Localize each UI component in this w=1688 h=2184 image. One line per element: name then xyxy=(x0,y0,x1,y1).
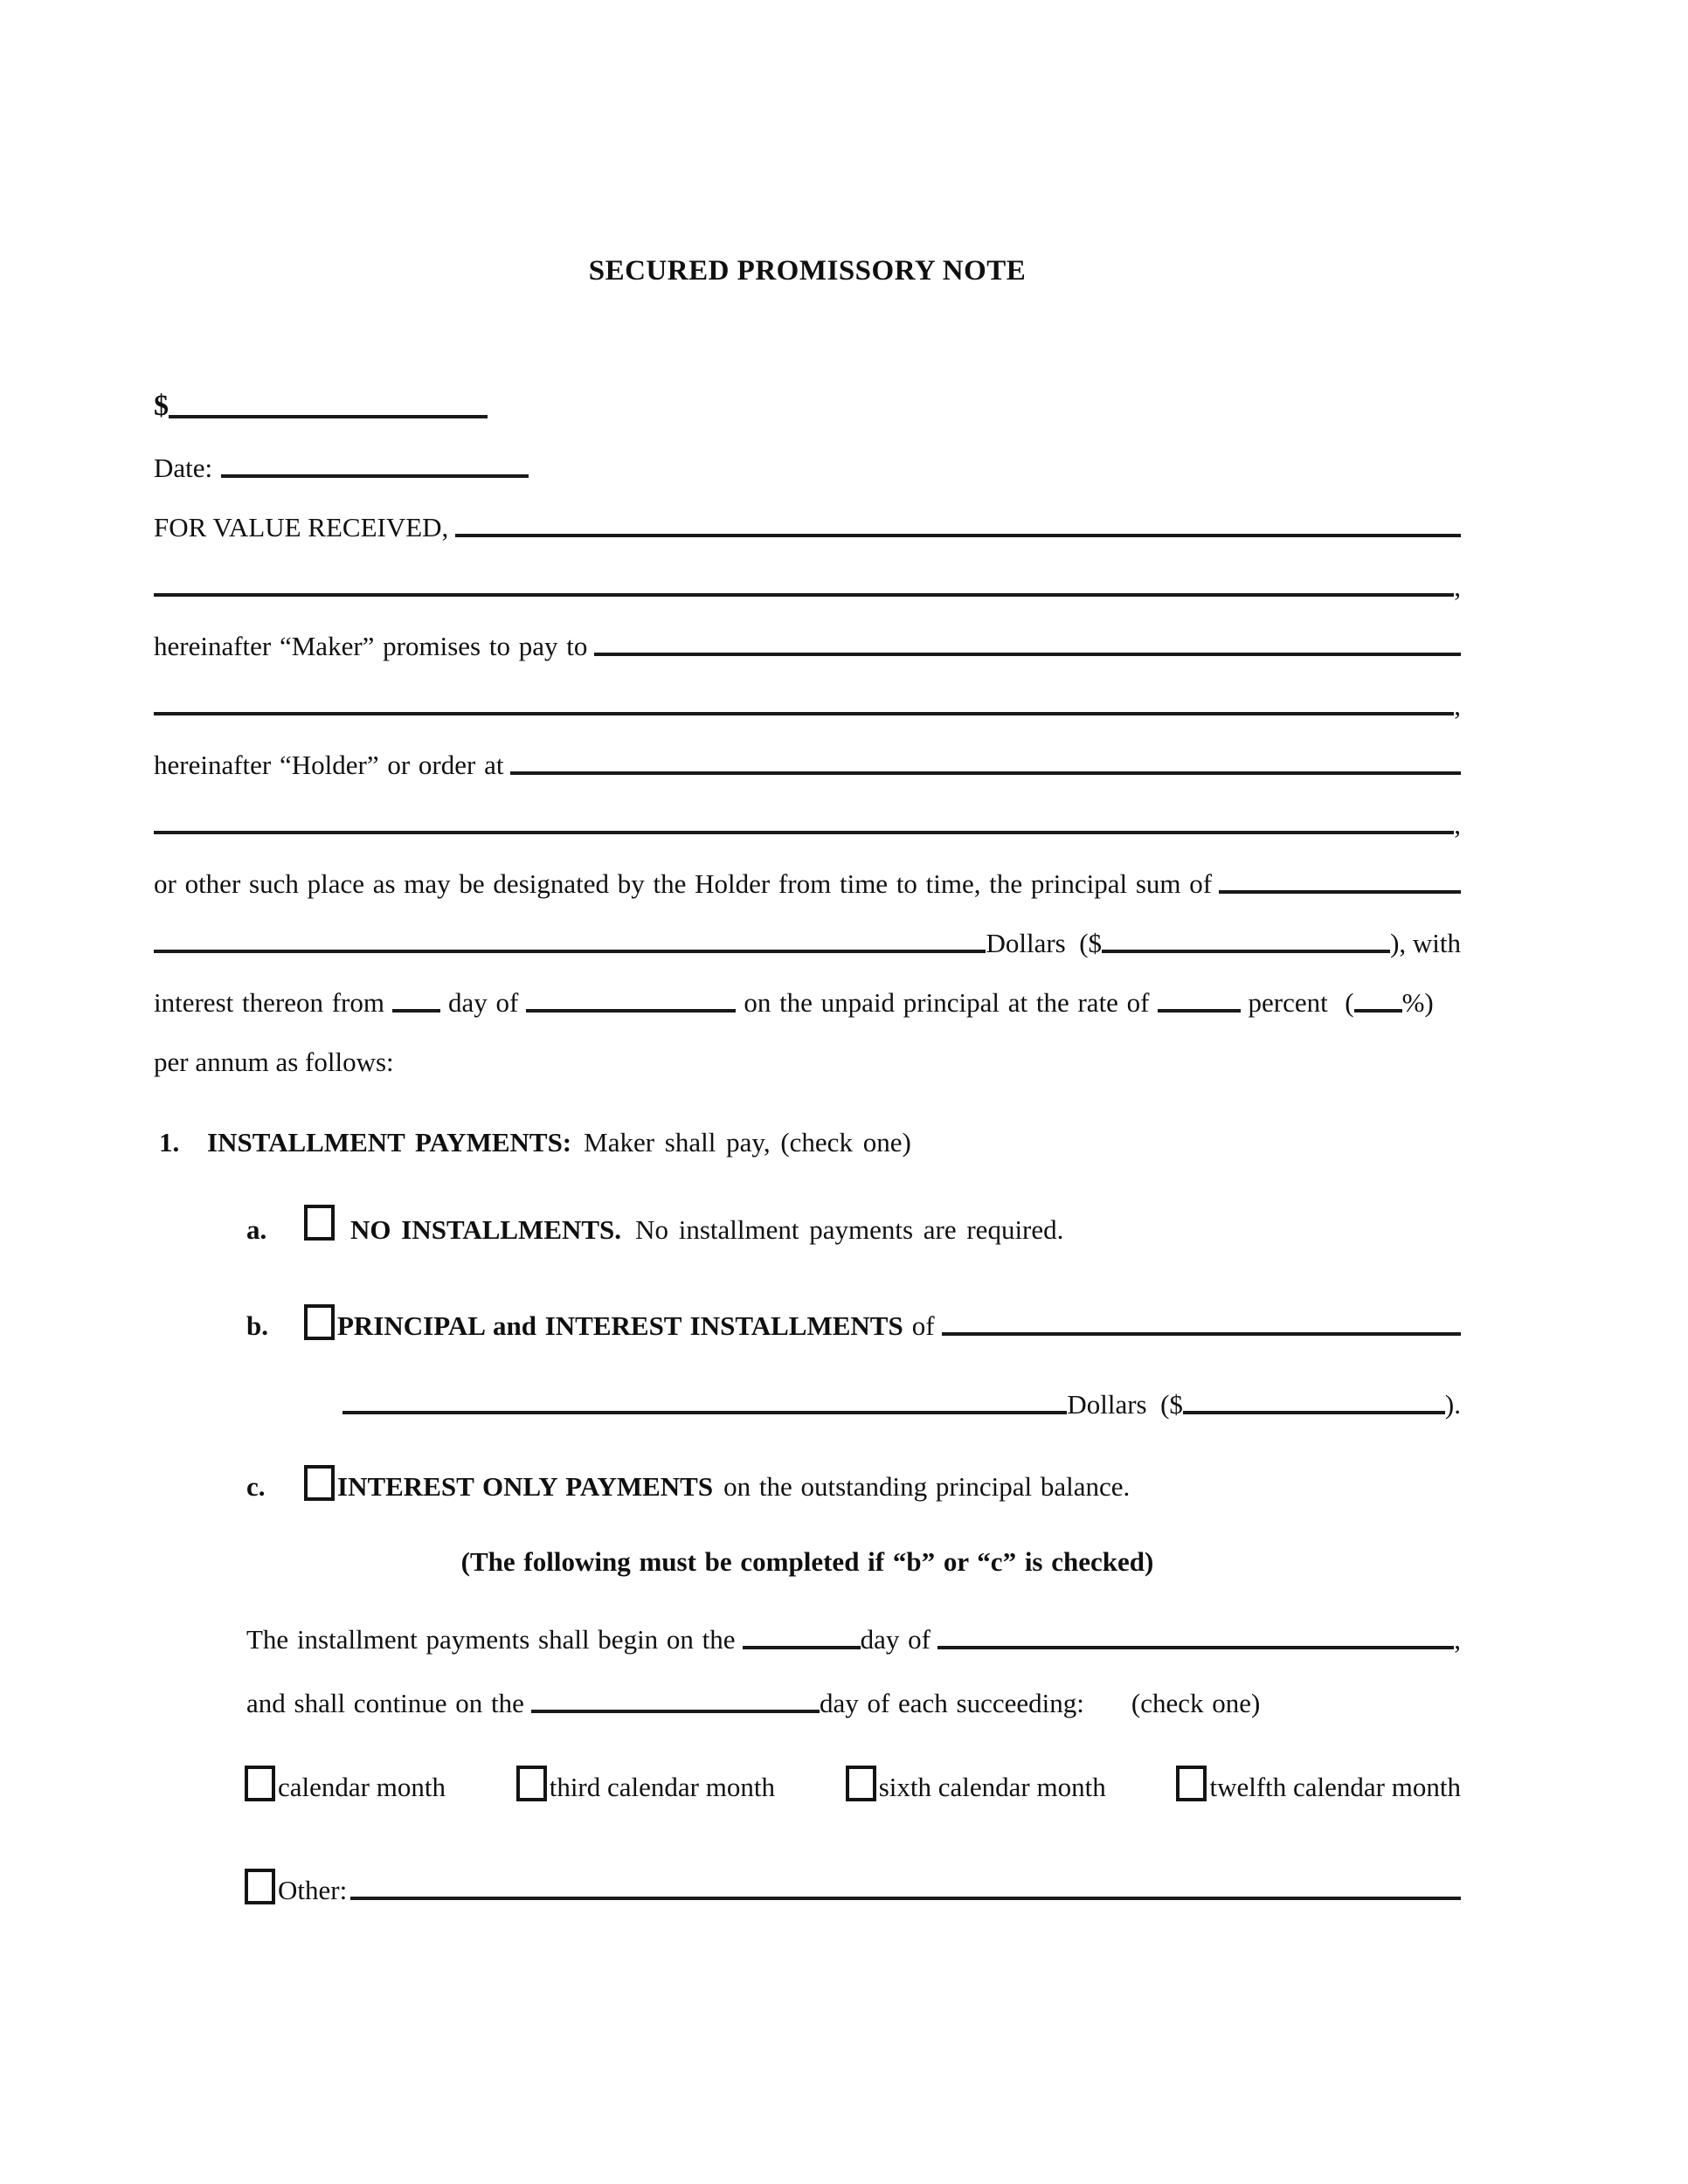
begin-day-blank[interactable] xyxy=(743,1646,861,1649)
dollars-label: Dollars ($ xyxy=(986,927,1103,958)
interest-only-checkbox[interactable] xyxy=(304,1465,335,1501)
comma: , xyxy=(1454,1623,1461,1655)
other-description-blank[interactable] xyxy=(350,1897,1461,1900)
holder-address-blank-continued[interactable] xyxy=(154,831,1454,834)
interest-rate-blank[interactable] xyxy=(1158,1009,1241,1013)
page-title: SECURED PROMISSORY NOTE xyxy=(588,255,1027,287)
principal-interest-checkbox[interactable] xyxy=(304,1304,335,1340)
other-label: Other: xyxy=(278,1874,348,1905)
twelfth-calendar-month-checkbox[interactable] xyxy=(1176,1766,1207,1801)
holder-address-continuation-row xyxy=(154,781,1461,840)
frequency-option-calendar-month xyxy=(245,1766,446,1803)
third-calendar-month-checkbox[interactable] xyxy=(516,1766,547,1801)
date-row xyxy=(154,425,1461,484)
maker-name-continuation-row xyxy=(154,543,1461,603)
principal-sum-words-blank-continued[interactable] xyxy=(154,950,986,953)
section-1-number: 1. xyxy=(159,1126,180,1158)
third-calendar-month-label: third calendar month xyxy=(549,1771,775,1802)
item-a-title: NO INSTALLMENTS. xyxy=(350,1213,622,1245)
item-c-row xyxy=(154,1461,1461,1503)
calendar-month-label: calendar month xyxy=(278,1771,446,1802)
item-b-title: PRINCIPAL and INTEREST INSTALLMENTS xyxy=(337,1310,903,1341)
maker-name-blank[interactable] xyxy=(455,534,1461,537)
interest-from-label: interest thereon from xyxy=(154,986,384,1018)
for-value-received-label: FOR VALUE RECEIVED, xyxy=(154,511,449,543)
comma: , xyxy=(1454,689,1461,721)
comma: , xyxy=(1454,570,1461,602)
section-1-heading-tail: Maker shall pay, (check one) xyxy=(584,1126,911,1158)
interest-start-month-blank[interactable] xyxy=(526,1009,736,1013)
date-blank[interactable] xyxy=(221,474,529,478)
begin-month-blank[interactable] xyxy=(937,1646,1454,1649)
begin-label: The installment payments shall begin on the xyxy=(246,1623,736,1655)
frequency-option-third-calendar-month xyxy=(516,1766,775,1803)
continue-tail-label: day of each succeeding: xyxy=(819,1687,1084,1718)
item-a-row xyxy=(154,1204,1461,1246)
item-c-text: on the outstanding principal balance. xyxy=(723,1470,1131,1502)
b-installment-numeric-blank[interactable] xyxy=(1183,1411,1445,1414)
place-clause-label: or other such place as may be designated by the Holder from time to time, the principal sum of xyxy=(154,867,1213,899)
interest-day-of-label: day of xyxy=(447,986,519,1018)
section-1-heading-row xyxy=(154,1116,1461,1158)
item-b-dollars-row xyxy=(154,1379,1461,1420)
item-a-text: No installment payments are required. xyxy=(635,1213,1064,1245)
payee-name-continuation-row xyxy=(154,662,1461,722)
amount-blank[interactable] xyxy=(169,415,488,418)
per-annum-label: per annum as follows: xyxy=(154,1046,394,1077)
b-installment-words-blank[interactable] xyxy=(942,1332,1461,1336)
currency-symbol: $ xyxy=(154,390,169,423)
payee-name-blank[interactable] xyxy=(594,653,1461,656)
continue-label: and shall continue on the xyxy=(246,1687,524,1718)
sixth-calendar-month-label: sixth calendar month xyxy=(878,1771,1106,1802)
sixth-calendar-month-checkbox[interactable] xyxy=(846,1766,876,1801)
for-value-received-row xyxy=(154,484,1461,543)
interest-rate-percent-blank[interactable] xyxy=(1354,1009,1402,1013)
frequency-options-row xyxy=(154,1761,1461,1803)
holder-address-blank[interactable] xyxy=(510,771,1461,775)
holder-clause-row xyxy=(154,722,1461,781)
item-b-text: of xyxy=(911,1310,935,1341)
item-c-title: INTEREST ONLY PAYMENTS xyxy=(337,1470,714,1502)
interest-start-day-blank[interactable] xyxy=(392,1009,440,1013)
interest-percent-close-label: %) xyxy=(1401,986,1434,1018)
maker-clause-row xyxy=(154,603,1461,662)
continue-day-blank[interactable] xyxy=(531,1710,820,1713)
principal-sum-words-blank[interactable] xyxy=(1219,890,1461,894)
maker-clause-label: hereinafter “Maker” promises to pay to xyxy=(154,630,588,661)
item-b-row xyxy=(154,1300,1461,1342)
item-b-letter: b. xyxy=(246,1310,268,1341)
comma: , xyxy=(1454,808,1461,840)
b-dollars-label: Dollars ($ xyxy=(1067,1388,1183,1420)
other-row xyxy=(154,1864,1461,1906)
no-installments-checkbox[interactable] xyxy=(304,1205,335,1241)
interest-percent-open-label: percent ( xyxy=(1248,986,1354,1018)
item-c-letter: c. xyxy=(246,1470,266,1502)
begin-day-of-label: day of xyxy=(860,1623,930,1655)
principal-sum-numeric-blank[interactable] xyxy=(1102,950,1390,953)
amount-row xyxy=(154,365,1461,425)
frequency-option-twelfth-calendar-month xyxy=(1176,1766,1461,1803)
check-one-label: (check one) xyxy=(1131,1687,1261,1718)
item-a-letter: a. xyxy=(246,1213,267,1245)
begin-row xyxy=(154,1614,1461,1655)
interest-rate-label: on the unpaid principal at the rate of xyxy=(744,986,1150,1018)
other-checkbox[interactable] xyxy=(245,1869,275,1904)
continue-row xyxy=(154,1677,1461,1719)
section-1-heading: INSTALLMENT PAYMENTS: xyxy=(207,1126,572,1158)
place-clause-row xyxy=(154,840,1461,900)
b-dollars-suffix: ). xyxy=(1444,1388,1461,1420)
date-label: Date: xyxy=(154,452,213,483)
document-content xyxy=(154,0,1461,1906)
calendar-month-checkbox[interactable] xyxy=(245,1766,275,1801)
interest-row xyxy=(154,959,1461,1019)
twelfth-calendar-month-label: twelfth calendar month xyxy=(1209,1771,1461,1802)
payee-name-blank-continued[interactable] xyxy=(154,712,1454,715)
holder-clause-label: hereinafter “Holder” or order at xyxy=(154,749,504,780)
principal-dollars-row xyxy=(154,900,1461,959)
frequency-option-sixth-calendar-month xyxy=(846,1766,1106,1803)
maker-name-blank-continued[interactable] xyxy=(154,593,1454,597)
dollars-suffix: ), with xyxy=(1390,927,1461,958)
b-installment-words-blank-continued[interactable] xyxy=(342,1411,1067,1414)
per-annum-row xyxy=(154,1019,1461,1078)
completion-note: (The following must be completed if “b” or “c” is checked) xyxy=(460,1546,1154,1577)
